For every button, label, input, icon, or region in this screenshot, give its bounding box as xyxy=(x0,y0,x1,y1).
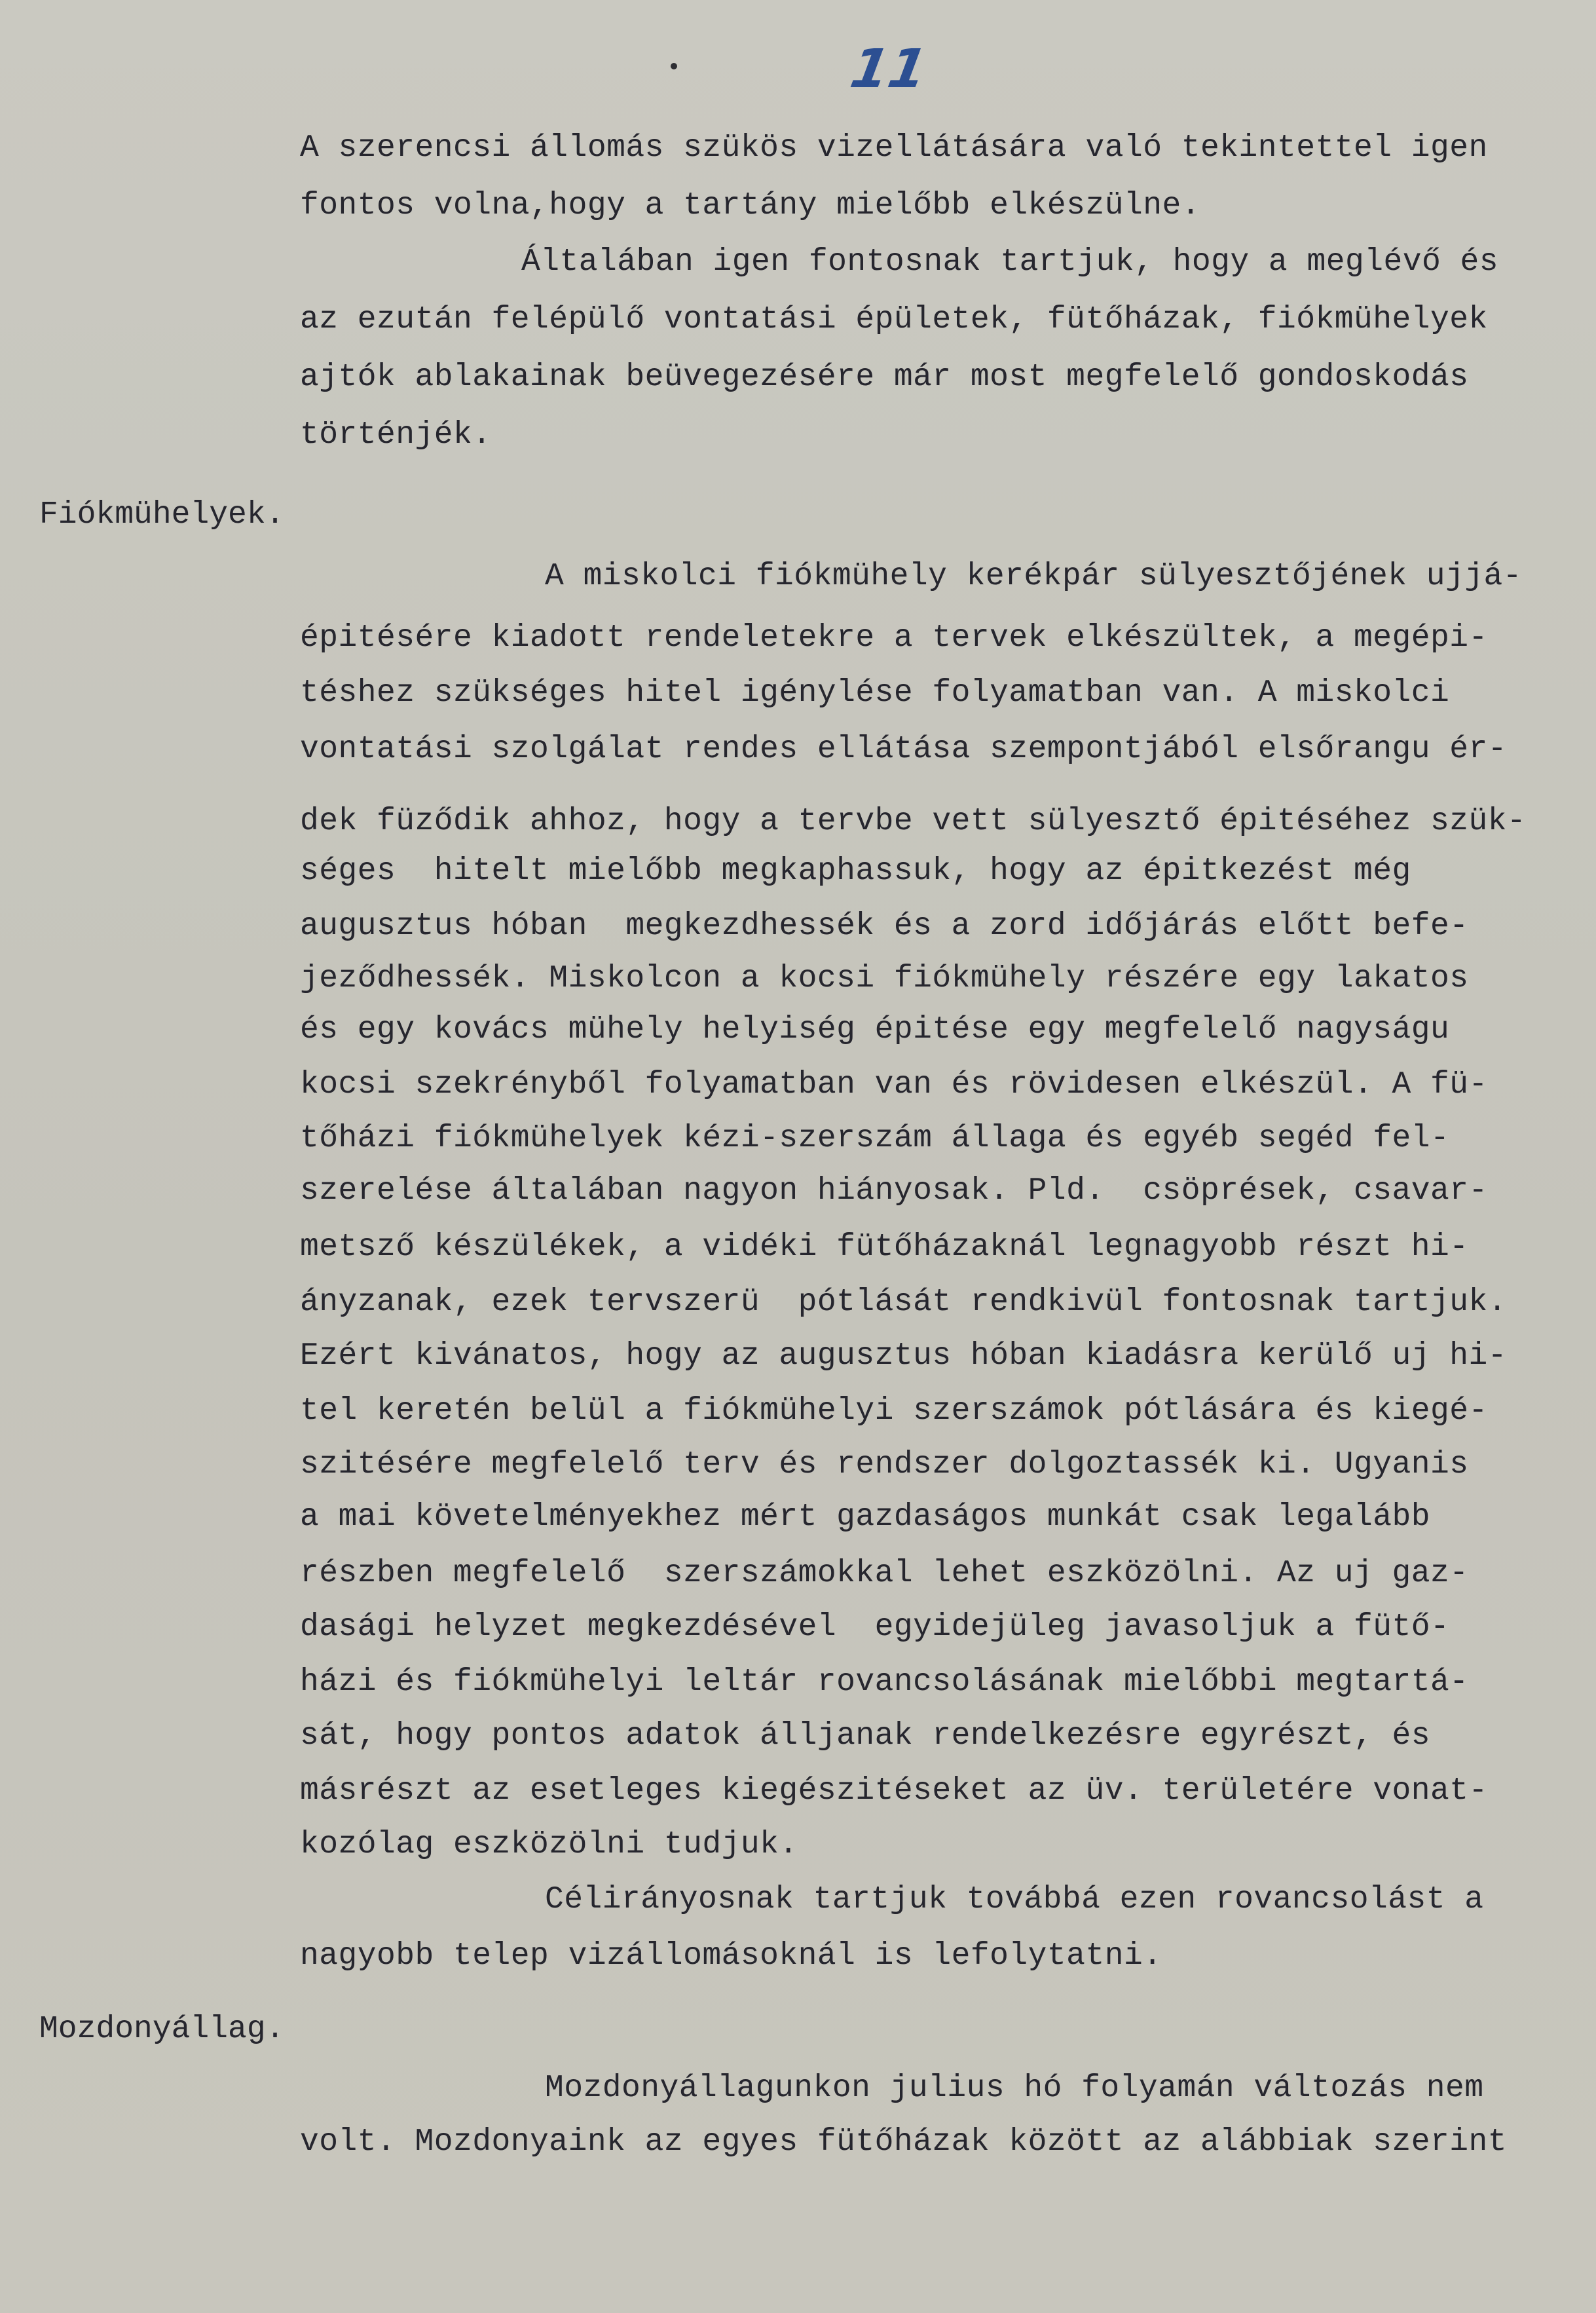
ink-dot xyxy=(671,63,677,69)
text-line: tel keretén belül a fiókmühelyi szerszámok pótlására és kiegé- xyxy=(300,1393,1488,1429)
text-line: szerelése általában nagyon hiányosak. Pld. csöprések, csavar- xyxy=(300,1173,1488,1209)
text-line: dek füződik ahhoz, hogy a tervbe vett sülyesztő épitéséhez szük- xyxy=(300,804,1527,839)
text-line: Célirányosnak tartjuk továbbá ezen rovancsolást a xyxy=(545,1882,1484,1917)
text-line: metsző készülékek, a vidéki fütőházaknál legnagyobb részt hi- xyxy=(300,1230,1469,1265)
section-heading-mozdonyallag: Mozdonyállag. xyxy=(39,2012,285,2047)
text-line: fontos volna,hogy a tartány mielőbb elkészülne. xyxy=(300,188,1200,223)
text-line: vontatási szolgálat rendes ellátása szempontjából elsőrangu ér- xyxy=(300,732,1508,767)
section-heading-fiokmuhelyek: Fiókmühelyek. xyxy=(39,497,285,533)
text-line: Általában igen fontosnak tartjuk, hogy a meglévő és xyxy=(521,244,1498,280)
text-line: ányzanak, ezek tervszerü pótlását rendkivül fontosnak tartjuk. xyxy=(300,1285,1508,1320)
text-line: dasági helyzet megkezdésével egyidejüleg javasoljuk a fütő- xyxy=(300,1609,1450,1645)
text-line: tőházi fiókmühelyek kézi-szerszám állaga és egyéb segéd fel- xyxy=(300,1121,1450,1156)
text-line: épitésére kiadott rendeletekre a tervek elkészültek, a megépi- xyxy=(300,620,1488,656)
text-line: az ezután felépülő vontatási épületek, fütőházak, fiókmühelyek xyxy=(300,302,1488,337)
text-line: augusztus hóban megkezdhessék és a zord időjárás előtt befe- xyxy=(300,909,1469,944)
text-line: volt. Mozdonyaink az egyes fütőházak között az alábbiak szerint xyxy=(300,2124,1508,2160)
text-line: és egy kovács mühely helyiség épitése egy megfelelő nagyságu xyxy=(300,1012,1450,1047)
text-line: történjék. xyxy=(300,417,492,453)
text-line: jeződhessék. Miskolcon a kocsi fiókmühely részére egy lakatos xyxy=(300,961,1469,996)
text-line: A miskolci fiókmühely kerékpár sülyesztőjének ujjá- xyxy=(545,559,1522,594)
text-line: kocsi szekrényből folyamatban van és rövidesen elkészül. A fü- xyxy=(300,1067,1488,1102)
text-line: szitésére megfelelő terv és rendszer dolgoztassék ki. Ugyanis xyxy=(300,1447,1469,1482)
text-line: nagyobb telep vizállomásoknál is lefolytatni. xyxy=(300,1938,1162,1974)
text-line: séges hitelt mielőbb megkaphassuk, hogy az épitkezést még xyxy=(300,854,1411,889)
page-number-handwritten: 11 xyxy=(845,38,932,100)
text-line: részben megfelelő szerszámokkal lehet eszközölni. Az uj gaz- xyxy=(300,1556,1469,1591)
text-line: a mai követelményekhez mért gazdaságos munkát csak legalább xyxy=(300,1499,1431,1535)
text-line: Mozdonyállagunkon julius hó folyamán változás nem xyxy=(545,2071,1484,2106)
text-line: kozólag eszközölni tudjuk. xyxy=(300,1827,798,1862)
text-line: Ezért kivánatos, hogy az augusztus hóban kiadásra kerülő uj hi- xyxy=(300,1338,1508,1374)
text-line: ajtók ablakainak beüvegezésére már most megfelelő gondoskodás xyxy=(300,360,1469,395)
text-line: másrészt az esetleges kiegészitéseket az üv. területére vonat- xyxy=(300,1773,1488,1809)
text-line: téshez szükséges hitel igénylése folyamatban van. A miskolci xyxy=(300,675,1450,711)
text-line: sát, hogy pontos adatok álljanak rendelkezésre egyrészt, és xyxy=(300,1718,1431,1754)
text-line: A szerencsi állomás szükös vizellátására való tekintettel igen xyxy=(300,130,1488,166)
text-line: házi és fiókmühelyi leltár rovancsolásának mielőbbi megtartá- xyxy=(300,1664,1469,1700)
